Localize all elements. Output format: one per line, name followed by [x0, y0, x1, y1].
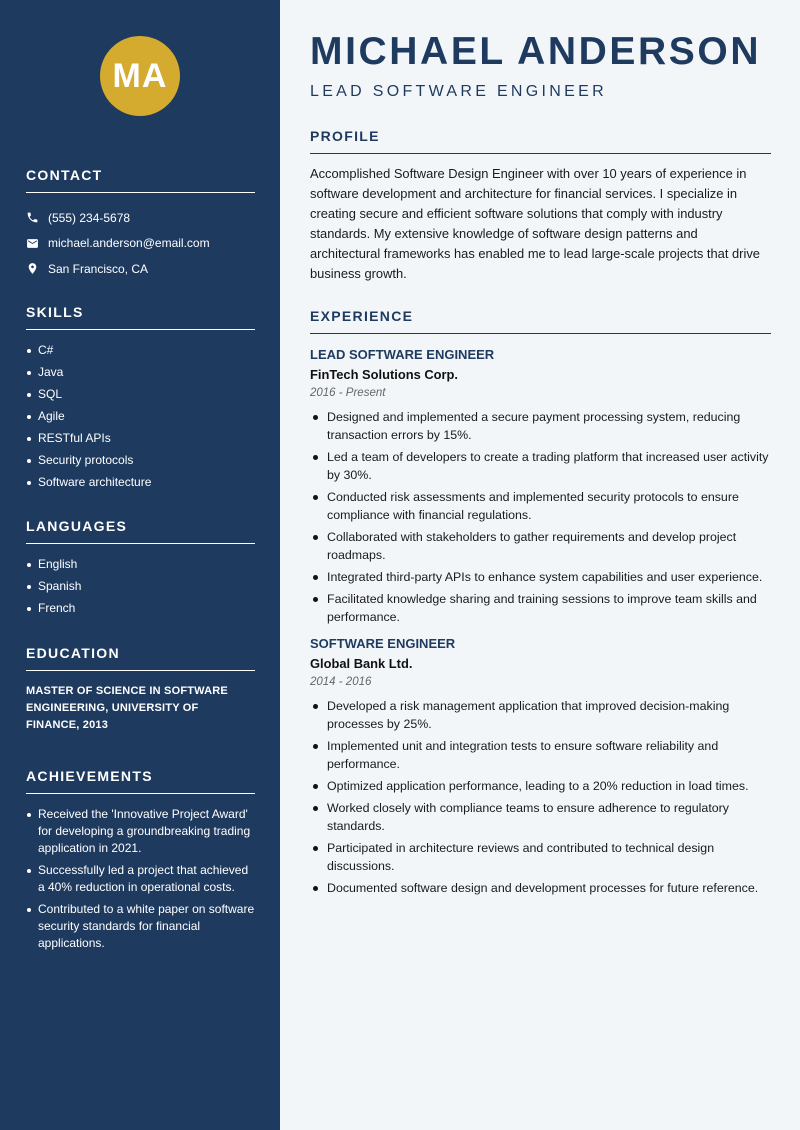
candidate-title: LEAD SOFTWARE ENGINEER: [310, 83, 607, 100]
languages-heading: LANGUAGES: [26, 518, 255, 544]
job-bullet: Facilitated knowledge sharing and training sessions to improve team skills and performance.: [310, 590, 771, 626]
languages-list: [26, 556, 255, 617]
achievement-item: Successfully led a project that achieved a 40% reduction in operational costs.: [26, 862, 255, 896]
job-entry: [310, 636, 771, 897]
candidate-name: MICHAEL ANDERSON: [310, 30, 762, 73]
achievement-item: Received the 'Innovative Project Award' for developing a groundbreaking trading application in 2021.: [26, 806, 255, 857]
language-item: French: [26, 600, 255, 617]
job-bullet: Led a team of developers to create a trading platform that increased user activity by 30%.: [310, 448, 771, 484]
job-bullet: Implemented unit and integration tests to ensure software reliability and performance.: [310, 737, 771, 773]
location-pin-icon: [26, 262, 39, 275]
job-dates: 2016 - Present: [310, 387, 386, 399]
job-title: SOFTWARE ENGINEER: [310, 636, 456, 651]
skill-item: Agile: [26, 408, 255, 425]
contact-heading: CONTACT: [26, 167, 255, 193]
skills-heading: SKILLS: [26, 304, 255, 330]
contact-section: [26, 167, 255, 282]
avatar: MA: [100, 36, 180, 116]
job-bullet: Designed and implemented a secure payment processing system, reducing transaction errors by 15%.: [310, 408, 771, 444]
skill-item: SQL: [26, 386, 255, 403]
education-section: [26, 645, 255, 734]
contact-location: [26, 256, 255, 282]
job-bullet: Participated in architecture reviews and contributed to technical design discussions.: [310, 839, 771, 875]
mail-icon: [26, 237, 39, 250]
language-item: Spanish: [26, 578, 255, 595]
skill-item: RESTful APIs: [26, 430, 255, 447]
phone-icon: [26, 211, 39, 224]
job-entry: [310, 347, 771, 626]
job-title: LEAD SOFTWARE ENGINEER: [310, 347, 495, 362]
job-company: Global Bank Ltd.: [310, 656, 413, 671]
email-text[interactable]: michael.anderson@email.com: [48, 236, 210, 251]
job-bullet: Worked closely with compliance teams to ensure adherence to regulatory standards.: [310, 799, 771, 835]
job-bullet: Documented software design and development processes for future reference.: [310, 879, 771, 897]
profile-heading: PROFILE: [310, 128, 771, 154]
education-entry: MASTER OF SCIENCE IN SOFTWARE ENGINEERING, UNIVERSITY OF FINANCE, 2013: [26, 685, 228, 731]
education-heading: EDUCATION: [26, 645, 255, 671]
contact-phone: [26, 205, 255, 231]
experience-heading: EXPERIENCE: [310, 308, 771, 334]
contact-email: [26, 231, 255, 257]
skills-section: [26, 304, 255, 496]
achievements-heading: ACHIEVEMENTS: [26, 768, 255, 794]
job-bullet: Integrated third-party APIs to enhance system capabilities and user experience.: [310, 568, 771, 586]
languages-section: [26, 518, 255, 622]
skill-item: C#: [26, 342, 255, 359]
job-bullet: Conducted risk assessments and implemented security protocols to ensure compliance with financial regulations.: [310, 488, 771, 524]
achievements-list: [26, 806, 255, 952]
job-bullets: [310, 697, 771, 897]
experience-section: [310, 308, 771, 901]
job-company: FinTech Solutions Corp.: [310, 367, 458, 382]
profile-text: Accomplished Software Design Engineer with over 10 years of experience in software development and architecture for financial services. I specialize in creating secure and efficient software solutions that comply with industry standards. My extensive knowledge of software design patterns and architectural frameworks has enabled me to lead large-scale projects that drive business growth.: [310, 166, 760, 281]
phone-text[interactable]: (555) 234-5678: [48, 210, 131, 225]
achievement-item: Contributed to a white paper on software security standards for financial applications.: [26, 901, 255, 952]
main-content: [280, 0, 800, 1130]
achievements-section: [26, 768, 255, 957]
job-bullets: [310, 408, 771, 626]
job-bullet: Optimized application performance, leading to a 20% reduction in load times.: [310, 777, 771, 795]
sidebar: [0, 0, 280, 1130]
job-bullet: Developed a risk management application that improved decision-making processes by 25%.: [310, 697, 771, 733]
location-text: San Francisco, CA: [48, 261, 149, 276]
job-bullet: Collaborated with stakeholders to gather requirements and develop project roadmaps.: [310, 528, 771, 564]
skill-item: Security protocols: [26, 452, 255, 469]
skill-item: Java: [26, 364, 255, 381]
job-dates: 2014 - 2016: [310, 676, 372, 688]
language-item: English: [26, 556, 255, 573]
profile-section: [310, 128, 771, 284]
skill-item: Software architecture: [26, 474, 255, 491]
skills-list: [26, 342, 255, 491]
